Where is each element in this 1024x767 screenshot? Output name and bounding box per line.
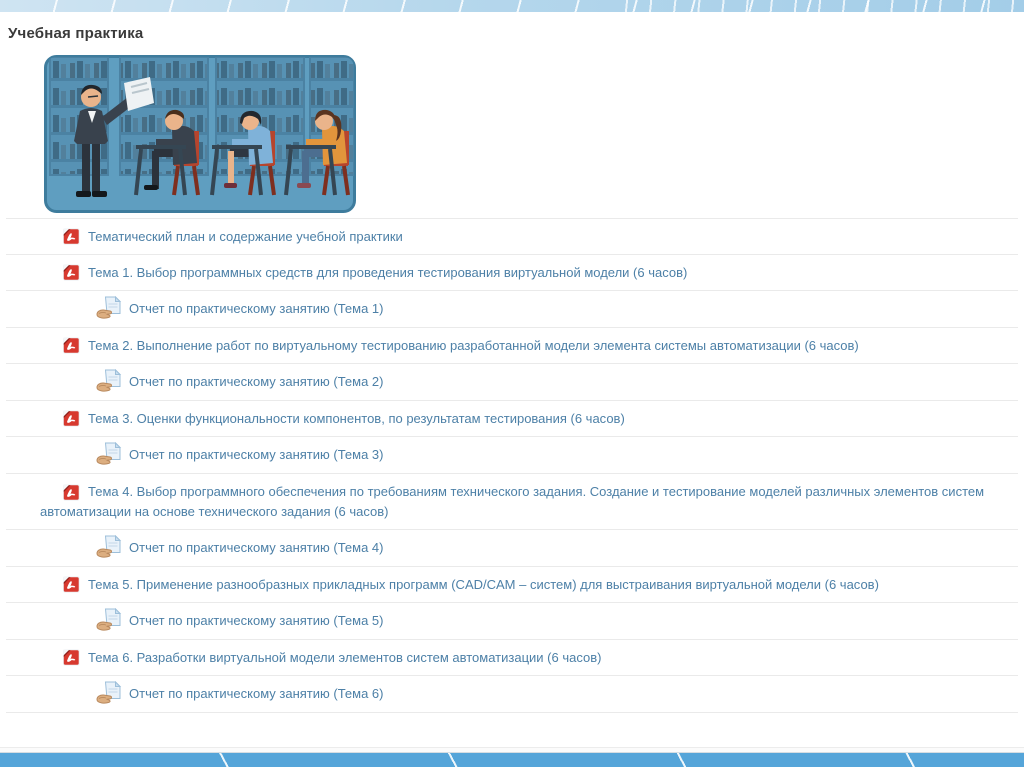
- activity-link[interactable]: [40, 686, 384, 701]
- assignment-report-icon[interactable]: [94, 296, 123, 319]
- activity-row: [6, 327, 1018, 363]
- activity-row: [6, 218, 1018, 254]
- assignment-report-icon[interactable]: [94, 681, 123, 704]
- pdf-file-icon[interactable]: [61, 574, 81, 594]
- course-illustration: [44, 55, 356, 213]
- pdf-file-icon[interactable]: [61, 262, 81, 282]
- activity-label[interactable]: Отчет по практическому занятию (Тема 6): [129, 685, 384, 701]
- activity-row: [6, 400, 1018, 436]
- activity-row: [6, 363, 1018, 400]
- activity-label[interactable]: Тема 3. Оценки функциональности компонентов, по результатам тестирования (6 часов): [88, 411, 625, 427]
- activity-label[interactable]: Отчет по практическому занятию (Тема 2): [129, 374, 384, 390]
- activity-link[interactable]: [40, 374, 384, 389]
- activity-row: [6, 566, 1018, 602]
- bottom-decorative-band: [0, 752, 1024, 767]
- activity-link[interactable]: [40, 613, 384, 628]
- activity-link[interactable]: [40, 265, 687, 280]
- activity-link[interactable]: [40, 650, 601, 665]
- activity-link[interactable]: [40, 338, 859, 353]
- activity-label[interactable]: Тема 6. Разработки виртуальной модели элементов систем автоматизации (6 часов): [88, 649, 602, 665]
- activity-row: [6, 473, 1018, 528]
- activity-row: [6, 290, 1018, 327]
- activity-label[interactable]: Отчет по практическому занятию (Тема 1): [129, 301, 384, 317]
- activity-label[interactable]: Тематический план и содержание учебной практики: [88, 229, 403, 244]
- activity-link[interactable]: [40, 484, 984, 518]
- activity-row: [6, 602, 1018, 639]
- pdf-file-icon[interactable]: [61, 482, 81, 502]
- activity-label[interactable]: Тема 4. Выбор программного обеспечения по требованиям технического задания. Создание и тестирование моделей различных элементов систем автоматизации на основе технического задания (6 часов): [40, 484, 985, 519]
- activity-label[interactable]: Отчет по практическому занятию (Тема 5): [129, 612, 384, 628]
- activity-label[interactable]: Отчет по практическому занятию (Тема 3): [129, 447, 384, 463]
- assignment-report-icon[interactable]: [94, 442, 123, 465]
- activity-link[interactable]: [40, 447, 384, 462]
- assignment-report-icon[interactable]: [94, 369, 123, 392]
- assignment-report-icon[interactable]: [94, 608, 123, 631]
- top-decorative-band: [0, 0, 1024, 12]
- activity-link[interactable]: [40, 229, 403, 244]
- pdf-file-icon[interactable]: [61, 335, 81, 355]
- pdf-file-icon[interactable]: [61, 408, 81, 428]
- pdf-file-icon[interactable]: [61, 226, 81, 246]
- assignment-report-icon[interactable]: [94, 535, 123, 558]
- activity-label[interactable]: Отчет по практическому занятию (Тема 4): [129, 539, 384, 555]
- activity-link[interactable]: [40, 411, 625, 426]
- activity-row: [6, 254, 1018, 290]
- activity-row: [6, 436, 1018, 473]
- activity-row: [6, 639, 1018, 675]
- activity-link[interactable]: [40, 540, 384, 555]
- activity-label[interactable]: Тема 1. Выбор программных средств для проведения тестирования виртуальной модели (6 часов): [88, 265, 688, 281]
- classroom-illustration-svg: [44, 55, 356, 213]
- activity-row: [6, 675, 1018, 712]
- activity-label[interactable]: Тема 5. Применение разнообразных прикладных программ (CAD/CAM – систем) для выстраивания виртуальной модели (6 часов): [88, 576, 879, 592]
- page-title: Учебная практика: [8, 25, 144, 43]
- activity-label[interactable]: Тема 2. Выполнение работ по виртуальному тестированию разработанной модели элемента системы автоматизации (6 часов): [88, 338, 859, 354]
- activity-link[interactable]: [40, 577, 879, 592]
- pdf-file-icon[interactable]: [61, 647, 81, 667]
- activity-list: [6, 218, 1018, 713]
- activity-row: [6, 529, 1018, 566]
- activity-link[interactable]: [40, 301, 384, 316]
